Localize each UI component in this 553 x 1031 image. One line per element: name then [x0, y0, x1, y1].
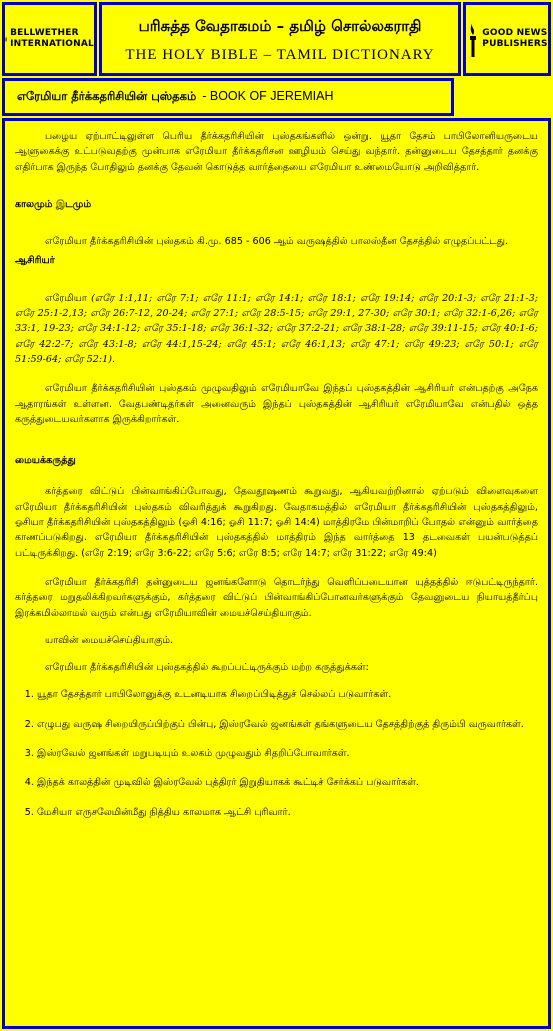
book-title-english: - BOOK OF JEREMIAH — [202, 89, 334, 103]
author-references: (எரே 1:1,11; எரே 7:1; எரே 11:1; எரே 14:1; எரே 18:1; எரே 19:14; எரே 20:1-3; எரே 21:1-3; எரே 25:1-2,13; எரே 26:7-12, 20-24; எரே 27:1; எரே 28:5-15; எரே 29:1, 27-30; எரே 30:1; எரே 32:1-6,26; எரே 33:1, 19-23; எரே 34:1-12; எரே 35:1-18; எரே 36:1-32; எரே 37:2-21; எரே 38:1-28; எரே 39:11-15; எரே 40:1-6; எரே 42:2-7; எரே 43:1-8; எரே 44:1,15-24; எரே 45:1; எரே 46:1,13; எரே 47:1; எரே 49:23; எரே 50:1; எரே 51:59-64; எரே 52:1). — [15, 292, 538, 365]
left-logo-line-2: INTERNATIONAL — [10, 39, 94, 49]
other-themes-list — [15, 687, 538, 819]
time-place-heading: காலமும் இடமும் — [15, 198, 92, 210]
bellwether-logo-box — [2, 2, 97, 76]
theme-heading: மையக்கருத்து — [15, 455, 76, 467]
right-logo-line-1: GOOD NEWS — [482, 28, 548, 38]
list-item: 5. மேசியா எருசலேமின்மீது நித்திய காலமாக ஆட்சி புரிவார். — [37, 805, 538, 820]
content-box — [2, 118, 551, 1029]
list-item: 4. இந்தக் காலத்தின் முடிவில் இஸ்ரவேல் புத்திரர் இறுதியாகக் கூட்டிச் சேர்க்கப் படுவார்கள். — [37, 775, 538, 790]
list-item: 3. இஸ்ரவேல் ஜனங்கள் மறுபடியும் உலகம் முழுவதும் சிதறிப்போவார்கள். — [37, 746, 538, 761]
title-box — [99, 2, 461, 76]
title-english: THE HOLY BIBLE – TAMIL DICTIONARY — [125, 47, 435, 63]
time-place-paragraph: எரேமியா தீர்க்கதரிசியின் புஸ்தகம் கி.மு. 685 - 606 ஆம் வருஷத்தில் பாலஸ்தீன தேசத்தில் எழுதப்பட்டது. — [45, 236, 509, 248]
author-heading: ஆசிரியர் — [15, 255, 55, 267]
good-news-logo-box — [463, 2, 551, 76]
good-news-logo — [466, 5, 548, 73]
title-tamil: பரிசுத்த வேதாகமம் – தமிழ் சொல்லகராதி — [138, 17, 422, 35]
list-item: 1. யூதா தேசத்தார் பாபிலோனுக்கு உடனடியாக சிறைப்பிடித்துச் செல்லப் படுவார்கள். — [37, 687, 538, 702]
author-prefix: எரேமியா — [45, 292, 87, 304]
content — [15, 129, 538, 820]
book-title-box — [2, 78, 454, 116]
theme-paragraph-3: யாவின் மையச்செய்தியாகும். — [45, 634, 174, 646]
bell-tower-icon — [5, 16, 7, 62]
torch-icon — [466, 19, 480, 59]
author-paragraph: எரேமியா தீர்க்கதரிசியின் புஸ்தகம் முழுவதிலும் எரேமியாவே இந்தப் புஸ்தகத்தின் ஆசிரியர் என்பதற்கு அநேக ஆதாரங்கள் உள்ளன. வேதபண்டிதர்கள் அனைவரும் இந்தப் புஸ்தகத்தின் ஆசிரியர் எரேமியாவே என்பதில் ஒத்த கருத்துடையவர்களாக இருக்கிறார்கள். — [15, 383, 538, 425]
intro-paragraph: பழைய ஏற்பாட்டிலுள்ள பெரிய தீர்க்கதரிசியின் புஸ்தகங்களில் ஒன்று. யூதா தேசம் பாபிலோனியருடைய ஆளுகைக்கு உட்படுவதற்கு முன்பாக எரேமியா தீர்க்கதரிசன ஊழியம் செய்து வந்தார். தன்னுடைய தேசத்தார் தனக்கு எதிர்பாக இருந்த போதிலும் தனக்கு தேவன் கொடுத்த வார்த்தையை எரேமியா உண்மையோடு அறிவித்தார். — [15, 131, 538, 173]
book-title — [17, 89, 334, 105]
list-item: 2. எழுபது வருஷ சிறையிருப்பிற்குப் பின்பு, இஸ்ரவேல் ஜனங்கள் தங்களுடைய தேசத்திற்குத் திரும்பி வருவார்கள். — [37, 717, 538, 732]
bellwether-logo — [5, 5, 94, 73]
other-themes-intro: எரேமியா தீர்க்கதரிசியின் புஸ்தகத்தில் கூறப்பட்டிருக்கும் மற்ற கருத்துக்கள்: — [45, 662, 369, 674]
theme-paragraph-2: எரேமியா தீர்க்கதரிசி தன்னுடைய ஜனங்களோடு தொடர்ந்து வெளிப்படையான யுத்தத்தில் ஈடுபட்டிருந்தார். கர்த்தரை மறுதலிக்கிறவர்களுக்கும், கர்த்தரை விட்டுப் பின்வாங்கிப்போனவர்களுக்கும் தேவனுடைய நியாயத்தீர்ப்பு இரக்கமில்லாமல் வரும் என்பது எரேமியாவின் மையச்செய்தியாகும். — [15, 576, 538, 619]
right-logo-line-2: PUBLISHERS — [482, 39, 548, 49]
theme-paragraph-1: கர்த்தரை விட்டுப் பின்வாங்கிப்போவது, தேவதூஷணம் கூறுவது, ஆகியவற்றினால் ஏற்படும் விளைவுகளை எரேமியா தீர்க்கதரிசியின் புஸ்தகம் விவரித்துக் கூறுகிறது. வேதாகமத்தில் எரேமியா தீர்க்கதரிசியின் புஸ்தகத்திலும், ஓசியா தீர்க்கதரிசியின் புஸ்தகத்திலும் (ஓசி 4:16; ஓசி 11:7; ஓசி 14:4) மாத்திரமே பின்மாறிப் போதல் என்னும் வார்த்தை காணப்படுகிறது. எரேமியா தீர்க்கதரிசியின் புஸ்தகத்தில் மாத்திரம் இந்த வார்த்தை 13 தடவைகள் பயன்படுத்தப் பட்டிருக்கிறது. (எரே 2:19; எரே 3:6-22; எரே 5:6; எரே 8:5; எரே 14:7; எரே 31:22; எரே 49:4) — [15, 486, 538, 559]
left-logo-line-1: BELLWETHER — [10, 28, 79, 38]
author-references-paragraph — [15, 291, 538, 367]
book-title-tamil: எரேமியா தீர்க்கதரிசியின் புஸ்தகம் — [17, 89, 197, 103]
